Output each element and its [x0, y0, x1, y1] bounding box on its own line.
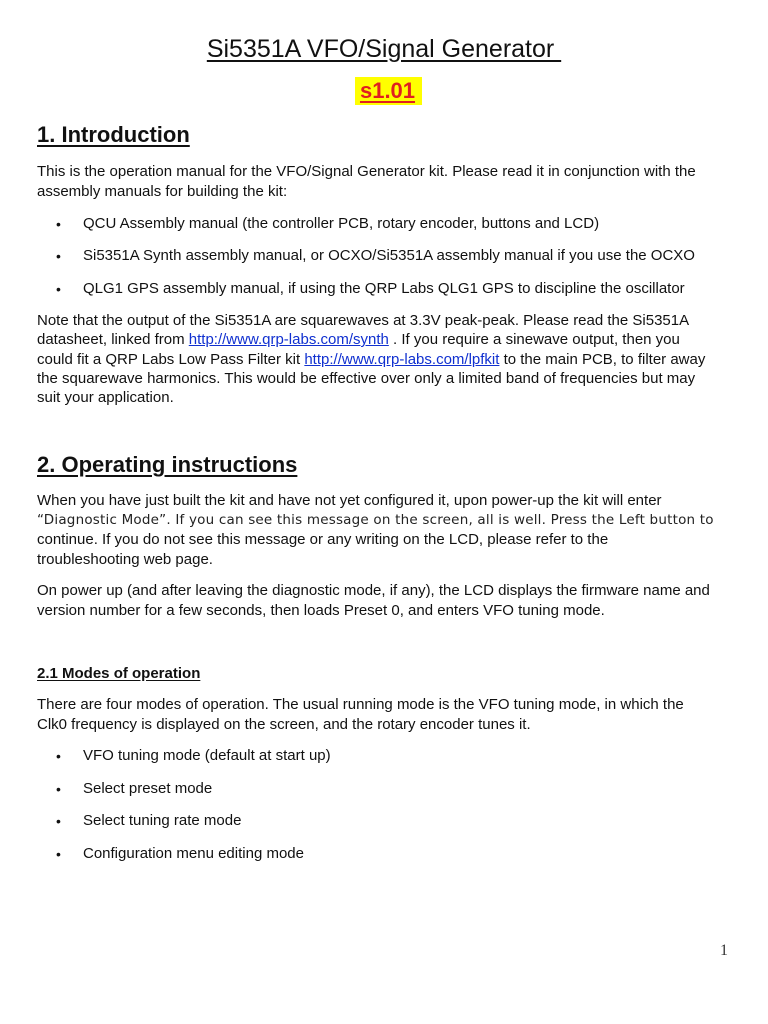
bullet-icon: • [56, 216, 61, 232]
subsection-heading: 2.1 Modes of operation [37, 665, 201, 682]
bullet-icon: • [56, 248, 61, 264]
note-text: could fit a QRP Labs Low Pass Filter kit [37, 351, 305, 368]
note-line-3 [37, 350, 737, 370]
section-2-heading: 2. Operating instructions [37, 452, 298, 477]
operating-line-1: When you have just built the kit and have not yet configured it, upon power-up the kit will enter [37, 492, 662, 509]
note-line-1: Note that the output of the Si5351A are squarewaves at 3.3V peak-peak. Please read the Si5351A [37, 312, 690, 329]
intro-paragraph-line-2: assembly manuals for building the kit: [37, 183, 288, 200]
bullet-icon: • [56, 748, 61, 764]
modes-intro-line-2: Clk0 frequency is displayed on the screen, and the rotary encoder tunes it. [37, 716, 531, 733]
note-text: . If you require a sinewave output, then you [388, 331, 680, 348]
operating-line-3: continue. If you do not see this message or any writing on the LCD, please refer to the [37, 531, 609, 548]
operating-line-4: troubleshooting web page. [37, 551, 213, 568]
list-item-text: Select preset mode [83, 780, 213, 797]
bullet-icon: • [56, 781, 61, 797]
section-1-heading: 1. Introduction [37, 122, 190, 147]
page-number: 1 [720, 942, 728, 959]
modes-intro-line-1: There are four modes of operation. The usual running mode is the VFO tuning mode, in which the [37, 696, 684, 713]
list-item-text: VFO tuning mode (default at start up) [83, 747, 331, 764]
list-item-text: QCU Assembly manual (the controller PCB, rotary encoder, buttons and LCD) [83, 215, 600, 232]
bullet-icon: • [56, 813, 61, 829]
power-up-line-2: version number for a few seconds, then loads Preset 0, and enters VFO tuning mode. [37, 602, 605, 619]
operating-line-2: “Diagnostic Mode”. If you can see this message on the screen, all is well. Press the Left button to [37, 512, 714, 528]
list-item-text: Configuration menu editing mode [83, 845, 304, 862]
power-up-line-1: On power up (and after leaving the diagnostic mode, if any), the LCD displays the firmware name and [37, 582, 710, 599]
synth-link[interactable]: http://www.qrp-labs.com/synth [188, 331, 389, 348]
list-item-text: QLG1 GPS assembly manual, if using the QRP Labs QLG1 GPS to discipline the oscillator [83, 280, 685, 297]
bullet-icon: • [56, 281, 61, 297]
note-text: to the main PCB, to filter away [499, 351, 706, 368]
document-title: Si5351A VFO/Signal Generator [206, 35, 562, 63]
lpfkit-link[interactable]: http://www.qrp-labs.com/lpfkit [304, 351, 500, 368]
bullet-icon: • [56, 846, 61, 862]
list-item-text: Si5351A Synth assembly manual, or OCXO/Si5351A assembly manual if you use the OCXO [83, 247, 695, 264]
version-label: s1.01 [355, 77, 422, 105]
version-wrapper [0, 77, 768, 105]
note-text: datasheet, linked from [37, 331, 189, 348]
note-line-5: suit your application. [37, 389, 174, 406]
list-item-text: Select tuning rate mode [83, 812, 242, 829]
intro-paragraph-line-1: This is the operation manual for the VFO/Signal Generator kit. Please read it in conjunction with the [37, 163, 696, 180]
note-line-4: the squarewave harmonics. This would be effective over only a limited band of frequencies but may [37, 370, 696, 387]
note-line-2 [37, 330, 737, 350]
